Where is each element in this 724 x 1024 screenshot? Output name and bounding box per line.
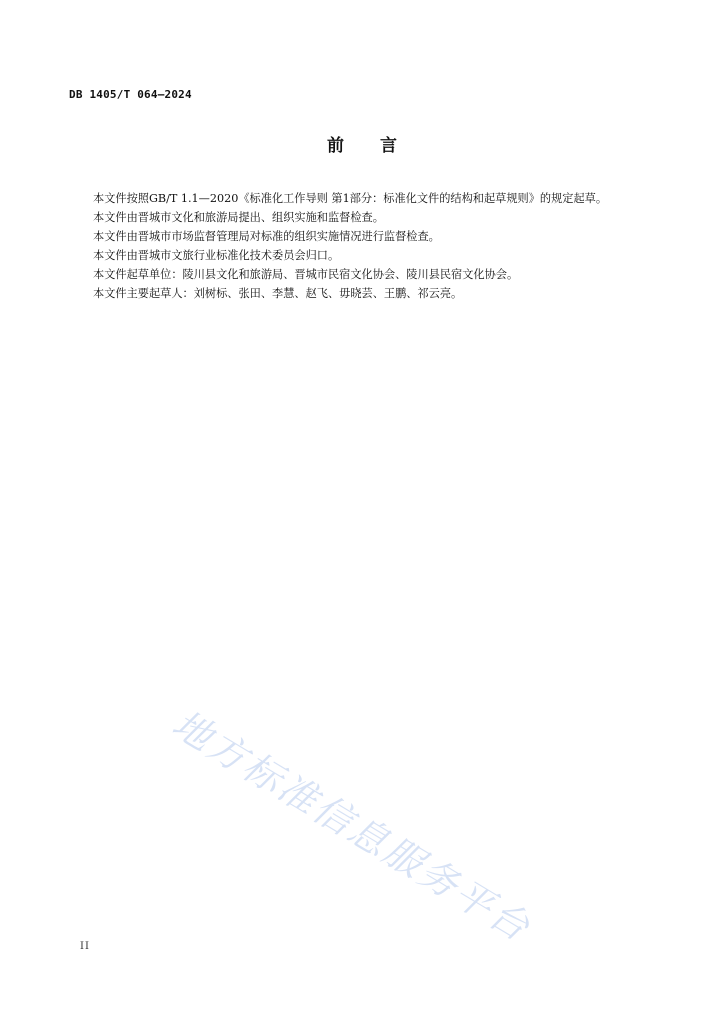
paragraph-proposer: 本文件由晋城市文化和旅游局提出、组织实施和监督检查。 bbox=[93, 211, 384, 224]
watermark: 地方标准信息服务平台 bbox=[164, 701, 539, 951]
foreword-body bbox=[69, 189, 655, 303]
paragraph-drafting-units: 本文件起草单位：陵川县文化和旅游局、晋城市民宿文化协会、陵川县民宿文化协会。 bbox=[93, 268, 519, 281]
paragraph-drafting-rules: 本文件按照GB/T 1.1—2020《标准化工作导则 第1部分：标准化文件的结构和起草规则》的规定起草。 bbox=[93, 192, 608, 205]
page-number: II bbox=[80, 941, 90, 952]
paragraph-supervisor: 本文件由晋城市市场监督管理局对标准的组织实施情况进行监督检查。 bbox=[93, 230, 440, 243]
document-code: DB 1405/T 064—2024 bbox=[69, 88, 192, 101]
paragraph-committee: 本文件由晋城市文旅行业标准化技术委员会归口。 bbox=[93, 249, 340, 262]
paragraph-drafters: 本文件主要起草人：刘树标、张田、李慧、赵飞、毋晓芸、王鹏、祁云亮。 bbox=[93, 287, 463, 300]
section-title: 前言 bbox=[327, 136, 433, 156]
